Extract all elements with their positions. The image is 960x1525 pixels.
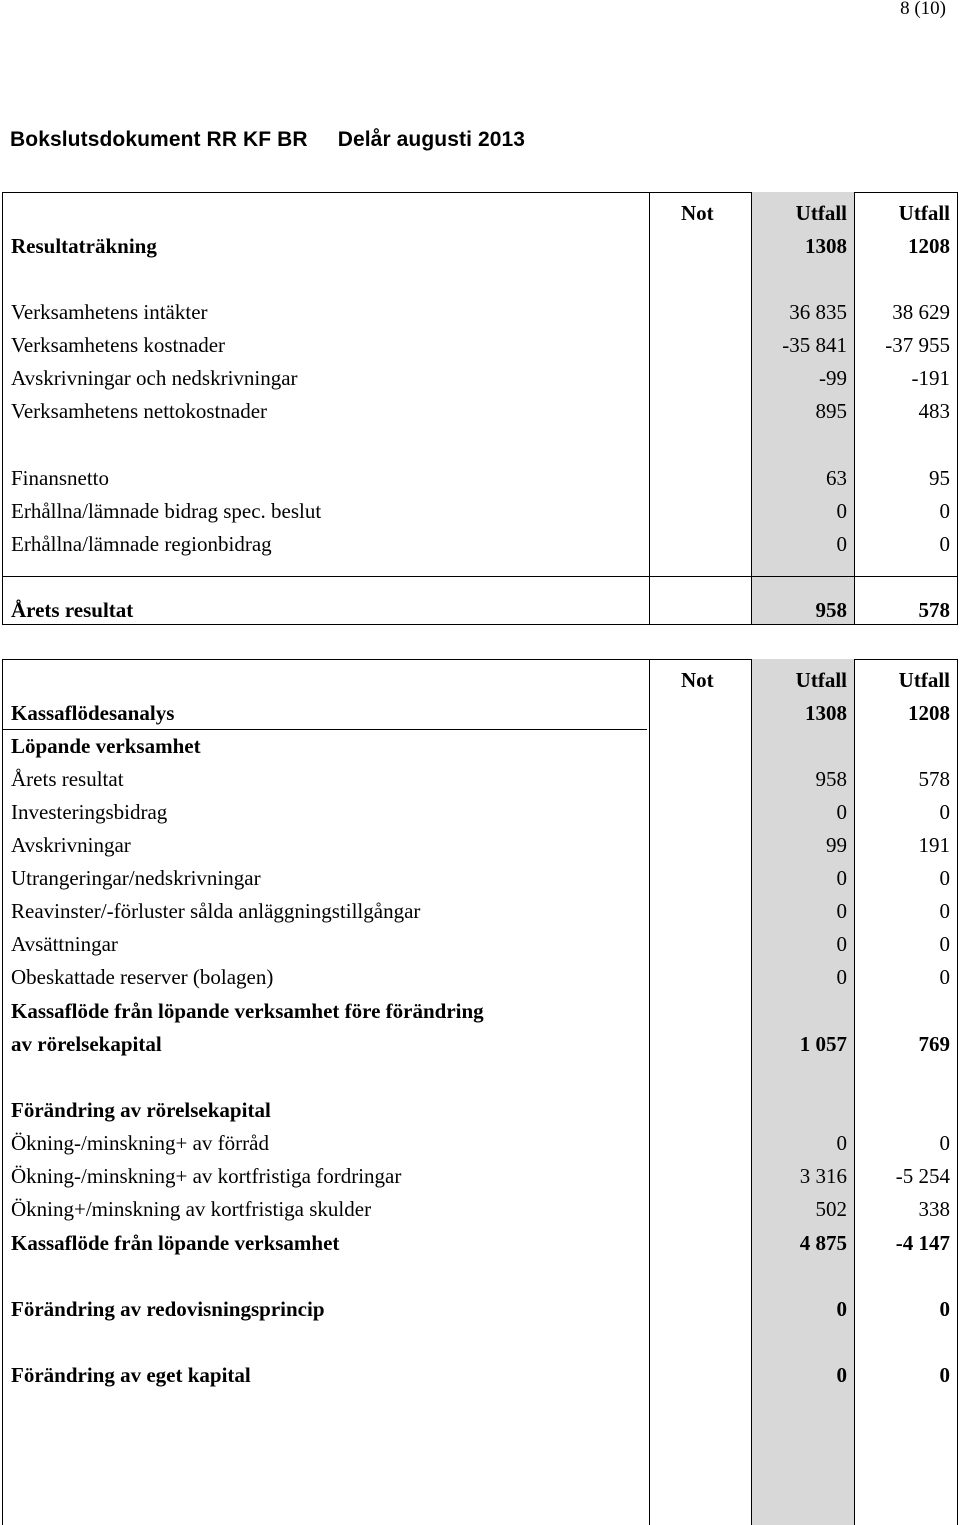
col-1208-header-top: Utfall [898, 668, 950, 692]
row-label: Erhållna/lämnade bidrag spec. beslut [11, 499, 322, 523]
subtotal-row-line1 [3, 995, 957, 1028]
row-value-1308: 895 [815, 399, 847, 423]
table-row [3, 829, 957, 862]
table-row [3, 528, 957, 561]
document-title-main: Bokslutsdokument RR KF BR [10, 128, 308, 151]
row-label: Kassaflöde från löpande verksamhet [11, 1231, 340, 1255]
row-value-1308: 0 [836, 1297, 847, 1321]
income-header-top [3, 197, 957, 230]
row-value-1208: 38 629 [892, 300, 950, 324]
row-label: Årets resultat [11, 767, 124, 791]
row-value-1308: 0 [836, 1131, 847, 1155]
table-row [3, 1127, 957, 1160]
col-not-header: Not [681, 668, 714, 692]
table-row [3, 1193, 957, 1226]
row-value-1208: -5 254 [895, 1164, 950, 1188]
row-label: Investeringsbidrag [11, 800, 168, 824]
table-row [3, 895, 957, 928]
table-row [3, 928, 957, 961]
col-1308-header-bottom: 1308 [805, 234, 847, 258]
row-label: Verksamhetens intäkter [11, 300, 208, 324]
page-number: 8 (10) [900, 0, 946, 19]
row-value-1208: 0 [939, 899, 950, 923]
cash-flow-table [2, 659, 958, 1525]
row-value-1208: 483 [918, 399, 950, 423]
row-value-1208: -4 147 [895, 1231, 950, 1255]
row-value-1208: 0 [939, 532, 950, 556]
row-value-1308: 0 [836, 800, 847, 824]
table-row [3, 763, 957, 796]
document-title [10, 128, 525, 152]
table-row [3, 796, 957, 829]
table-row [3, 495, 957, 528]
section-heading [3, 1094, 957, 1127]
row-value-1308: 958 [815, 767, 847, 791]
row-value-1308: 958 [815, 598, 847, 622]
row-value-1308: 99 [826, 833, 847, 857]
row-value-1308: 502 [815, 1197, 847, 1221]
row-label: Avsättningar [11, 932, 118, 956]
table-row [3, 1160, 957, 1193]
row-label: Ökning+/minskning av kortfristiga skulder [11, 1197, 372, 1221]
cash-flow-header-top [3, 664, 957, 697]
document-title-period: Delår augusti 2013 [337, 128, 526, 151]
row-value-1208: 578 [918, 598, 950, 622]
row-value-1308: 36 835 [789, 300, 847, 324]
row-label: Erhållna/lämnade regionbidrag [11, 532, 272, 556]
col-1208-header-bottom: 1208 [908, 701, 950, 725]
row-value-1208: 0 [939, 1363, 950, 1387]
col-1308-header-top: Utfall [795, 201, 847, 225]
row-value-1208: 338 [918, 1197, 950, 1221]
row-label: Årets resultat [11, 598, 134, 622]
row-value-1208: -191 [911, 366, 950, 390]
col-not-header: Not [681, 201, 714, 225]
row-label: Utrangeringar/nedskrivningar [11, 866, 261, 890]
row-value-1208: 0 [939, 965, 950, 989]
total-row [3, 594, 957, 627]
row-value-1208: -37 955 [885, 333, 950, 357]
table-row [3, 296, 957, 329]
row-label: Förändring av eget kapital [11, 1363, 251, 1387]
row-value-1208: 0 [939, 800, 950, 824]
total-divider [3, 576, 957, 577]
row-value-1208: 0 [939, 866, 950, 890]
row-label: Förändring av rörelsekapital [11, 1098, 271, 1122]
table-row [3, 862, 957, 895]
cash-flow-header-bottom [3, 697, 957, 730]
row-value-1208: 769 [918, 1032, 950, 1056]
row-label: Ökning-/minskning+ av kortfristiga fordringar [11, 1164, 402, 1188]
col-1208-header-bottom: 1208 [908, 234, 950, 258]
row-value-1308: -35 841 [782, 333, 847, 357]
row-value-1208: 95 [929, 466, 950, 490]
row-label: Förändring av redovisningsprincip [11, 1297, 325, 1321]
row-value-1208: 0 [939, 1131, 950, 1155]
row-value-1208: 191 [918, 833, 950, 857]
col-1308-header-bottom: 1308 [805, 701, 847, 725]
row-label: Finansnetto [11, 466, 109, 490]
table-row [3, 395, 957, 428]
section-heading [3, 730, 957, 763]
table-row [3, 462, 957, 495]
row-label: Verksamhetens nettokostnader [11, 399, 268, 423]
row-label: Avskrivningar och nedskrivningar [11, 366, 298, 390]
row-value-1308: 63 [826, 466, 847, 490]
row-value-1308: 0 [836, 1363, 847, 1387]
table-row [3, 362, 957, 395]
row-value-1308: 1 057 [799, 1032, 847, 1056]
row-label: Avskrivningar [11, 833, 131, 857]
income-header-bottom [3, 230, 957, 263]
row-value-1308: 0 [836, 932, 847, 956]
row-value-1308: 0 [836, 866, 847, 890]
row-value-1308: -99 [819, 366, 847, 390]
row-value-1208: 578 [918, 767, 950, 791]
accounting-change-row [3, 1293, 957, 1326]
row-value-1308: 0 [836, 899, 847, 923]
row-value-1308: 0 [836, 499, 847, 523]
cash-flow-heading: Kassaflödesanalys [11, 701, 175, 725]
row-label: Obeskattade reserver (bolagen) [11, 965, 274, 989]
row-label: av rörelsekapital [11, 1032, 162, 1056]
row-label: Ökning-/minskning+ av förråd [11, 1131, 269, 1155]
row-value-1208: 0 [939, 499, 950, 523]
row-value-1308: 0 [836, 532, 847, 556]
table-row [3, 961, 957, 994]
row-label: Verksamhetens kostnader [11, 333, 226, 357]
total-row [3, 1227, 957, 1260]
col-1208-header-top: Utfall [898, 201, 950, 225]
equity-change-row [3, 1359, 957, 1392]
income-statement-heading: Resultaträkning [11, 234, 157, 258]
row-value-1308: 4 875 [799, 1231, 847, 1255]
row-value-1208: 0 [939, 1297, 950, 1321]
row-value-1208: 0 [939, 932, 950, 956]
row-label: Löpande verksamhet [11, 734, 201, 758]
income-statement-table [2, 192, 958, 625]
table-row [3, 329, 957, 362]
row-label: Kassaflöde från löpande verksamhet före förändring [11, 999, 484, 1023]
row-value-1308: 3 316 [799, 1164, 847, 1188]
row-value-1308: 0 [836, 965, 847, 989]
subtotal-row [3, 1028, 957, 1061]
col-1308-header-top: Utfall [795, 668, 847, 692]
row-label: Reavinster/-förluster sålda anläggningstillgångar [11, 899, 421, 923]
